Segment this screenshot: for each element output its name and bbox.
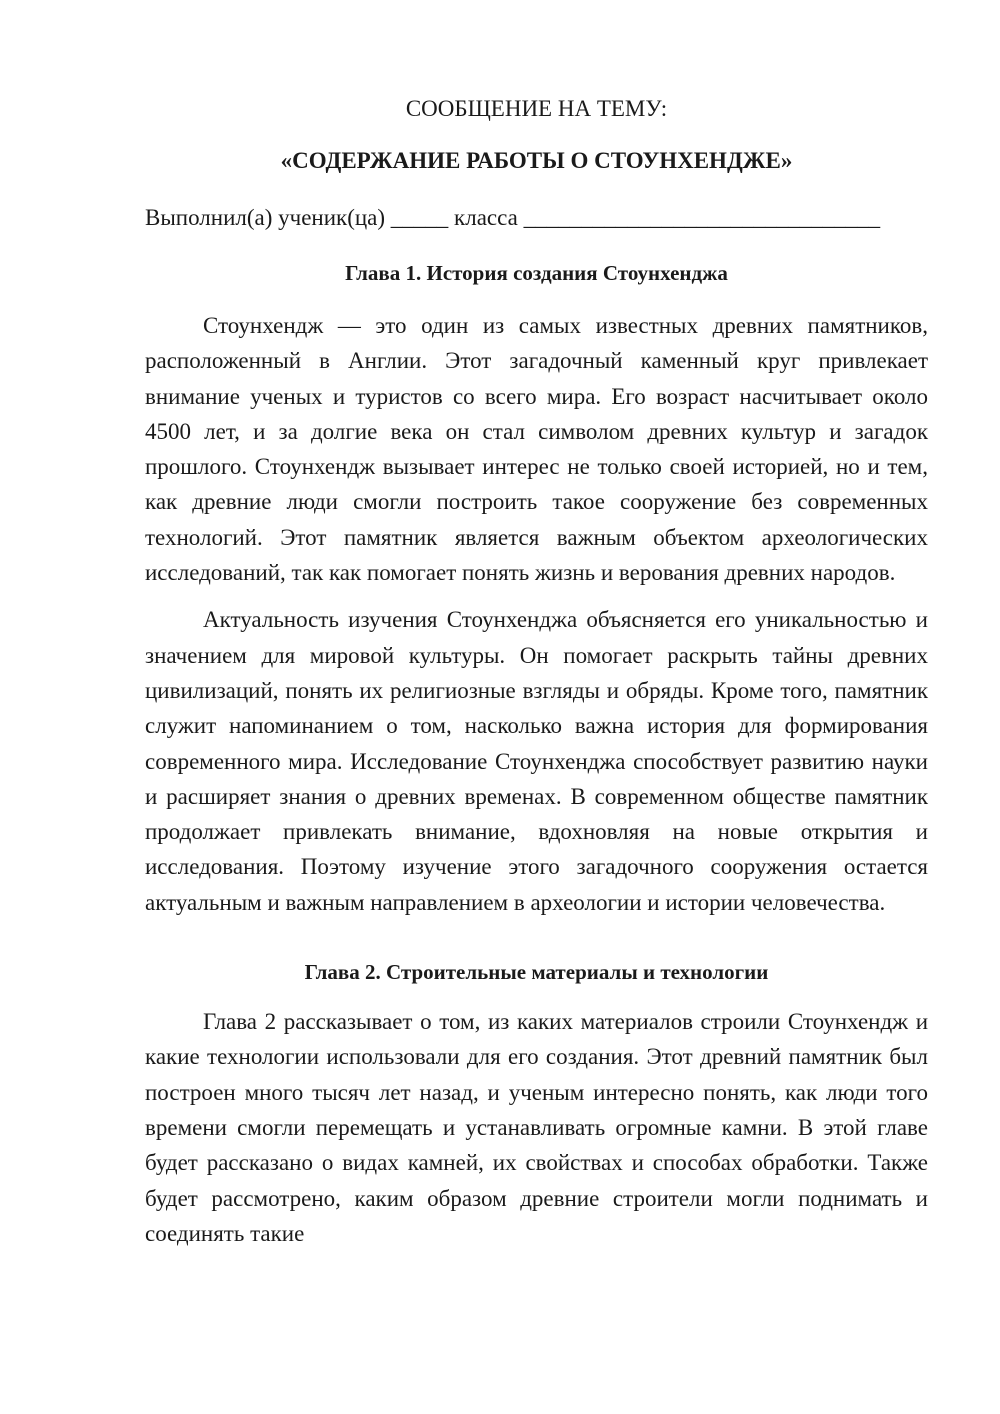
document-title-line-2: «СОДЕРЖАНИЕ РАБОТЫ О СТОУНХЕНДЖЕ»: [280, 148, 793, 173]
performer-line: Выполнил(а) ученик(ца) _____ класса _______________________________: [145, 205, 881, 230]
chapter-2-paragraph-1: Глава 2 рассказывает о том, из каких материалов строили Стоунхендж и какие технологии использовали для его создания. Этот древний памятник был построен много тысяч лет назад, и ученым интересно понять, как люди того времени смогли перемещать и устанавливать огромные камни. В этой главе будет рассказано о видах камней, их свойствах и способах обработки. Также будет рассмотрено, каким образом древние строители могли поднимать и соединять такие: [145, 1009, 928, 1246]
document-page: [145, 92, 928, 1251]
document-title-line-1: СООБЩЕНИЕ НА ТЕМУ:: [405, 96, 668, 121]
chapter-1-paragraph-2: Актуальность изучения Стоунхенджа объясняется его уникальностью и значением для мировой культуры. Он помогает раскрыть тайны древних цивилизаций, понять их религиозные взгляды и обряды. Кроме того, памятник служит напоминанием о том, насколько важна история для формирования современного мира. Исследование Стоунхенджа способствует развитию науки и расширяет знания о древних временах. В современном обществе памятник продолжает привлекать внимание, вдохновляя на новые открытия и исследования. Поэтому изучение этого загадочного сооружения остается актуальным и важным направлением в археологии и истории человечества.: [145, 607, 928, 915]
chapter-1-paragraph-1: Стоунхендж — это один из самых известных древних памятников, расположенный в Англии. Этот загадочный каменный круг привлекает внимание ученых и туристов со всего мира. Его возраст насчитывает около 4500 лет, и за долгие века он стал символом древних культур и загадок прошлого. Стоунхендж вызывает интерес не только своей историей, но и тем, как древние люди смогли построить такое сооружение без современных технологий. Этот памятник является важным объектом археологических исследований, так как помогает понять жизнь и верования древних народов.: [145, 313, 928, 586]
chapter-2-heading: Глава 2. Строительные материалы и технологии: [304, 960, 769, 985]
chapter-1-heading: Глава 1. История создания Стоунхенджа: [345, 261, 728, 285]
